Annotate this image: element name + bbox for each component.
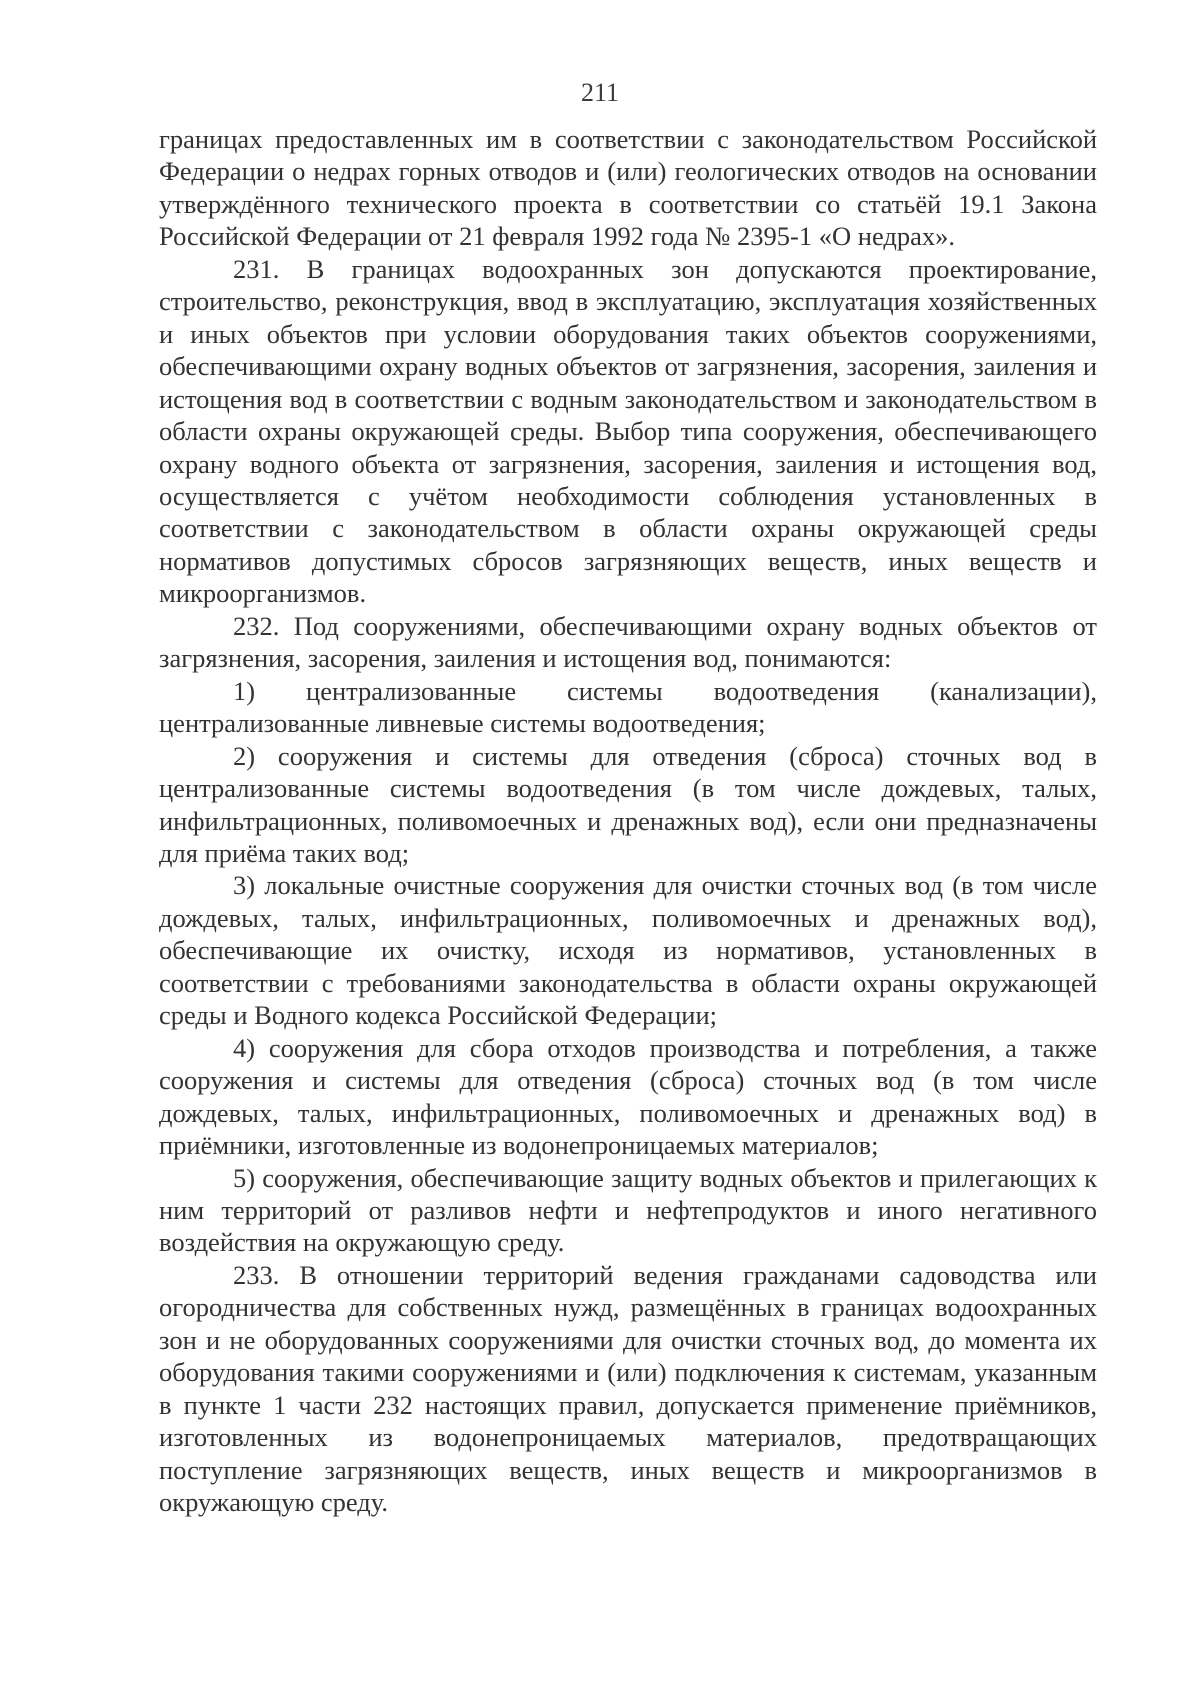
list-item-3: 3) локальные очистные сооружения для очистки сточных вод (в том числе дождевых, талых, инфильтрационных, поливомоечных и дренажных вод), обеспечивающие их очистку, исходя из нормативов, установленных в соответствии с требованиями законодательства в области охраны окружающей среды и Водного кодекса Российской Федерации;	[159, 870, 1097, 1031]
page-number: 211	[580, 78, 620, 107]
paragraph-continuation: границах предоставленных им в соответствии с законодательством Российской Федерации о недрах горных отводов и (или) геологических отводов на основании утверждённого технического проекта в соответствии со статьёй 19.1 Закона Российской Федерации от 21 февраля 1992 года № 2395-1 «О недрах».	[159, 124, 1097, 252]
paragraph-233: 233. В отношении территорий ведения гражданами садоводства или огородничества для собственных нужд, размещённых в границах водоохранных зон и не оборудованных сооружениями для очистки сточных вод, до момента их оборудования такими сооружениями и (или) подключения к системам, указанным в пункте 1 части 232 настоящих правил, допускается применение приёмников, изготовленных из водонепроницаемых материалов, предотвращающих поступление загрязняющих веществ, иных веществ и микроорганизмов в окружающую среду.	[159, 1259, 1097, 1518]
paragraph-231: 231. В границах водоохранных зон допускаются проектирование, строительство, реконструкция, ввод в эксплуатацию, эксплуатация хозяйственных и иных объектов при условии оборудования таких объектов сооружениями, обеспечивающими охрану водных объектов от загрязнения, засорения, заиления и истощения вод в соответствии с водным законодательством и законодательством в области охраны окружающей среды. Выбор типа сооружения, обеспечивающего охрану водного объекта от загрязнения, засорения, заиления и истощения вод, осуществляется с учётом необходимости соблюдения установленных в соответствии с законодательством в области охраны окружающей среды нормативов допустимых сбросов загрязняющих веществ, иных веществ и микроорганизмов.	[159, 253, 1097, 609]
list-item-5: 5) сооружения, обеспечивающие защиту водных объектов и прилегающих к ним территорий от разливов нефти и нефтепродуктов и иного негативного воздействия на окружающую среду.	[159, 1162, 1097, 1258]
paragraph-232: 232. Под сооружениями, обеспечивающими охрану водных объектов от загрязнения, засорения, заиления и истощения вод, понимаются:	[159, 610, 1097, 674]
document-body	[159, 123, 1097, 1518]
list-item-1: 1) централизованные системы водоотведения (канализации), централизованные ливневые системы водоотведения;	[159, 675, 1097, 739]
list-item-4: 4) сооружения для сбора отходов производства и потребления, а также сооружения и системы для отведения (сброса) сточных вод (в том числе дождевых, талых, инфильтрационных, поливомоечных и дренажных вод) в приёмники, изготовленные из водонепроницаемых материалов;	[159, 1032, 1097, 1161]
list-item-2: 2) сооружения и системы для отведения (сброса) сточных вод в централизованные системы водоотведения (в том числе дождевых, талых, инфильтрационных, поливомоечных и дренажных вод), если они предназначены для приёма таких вод;	[159, 740, 1097, 868]
